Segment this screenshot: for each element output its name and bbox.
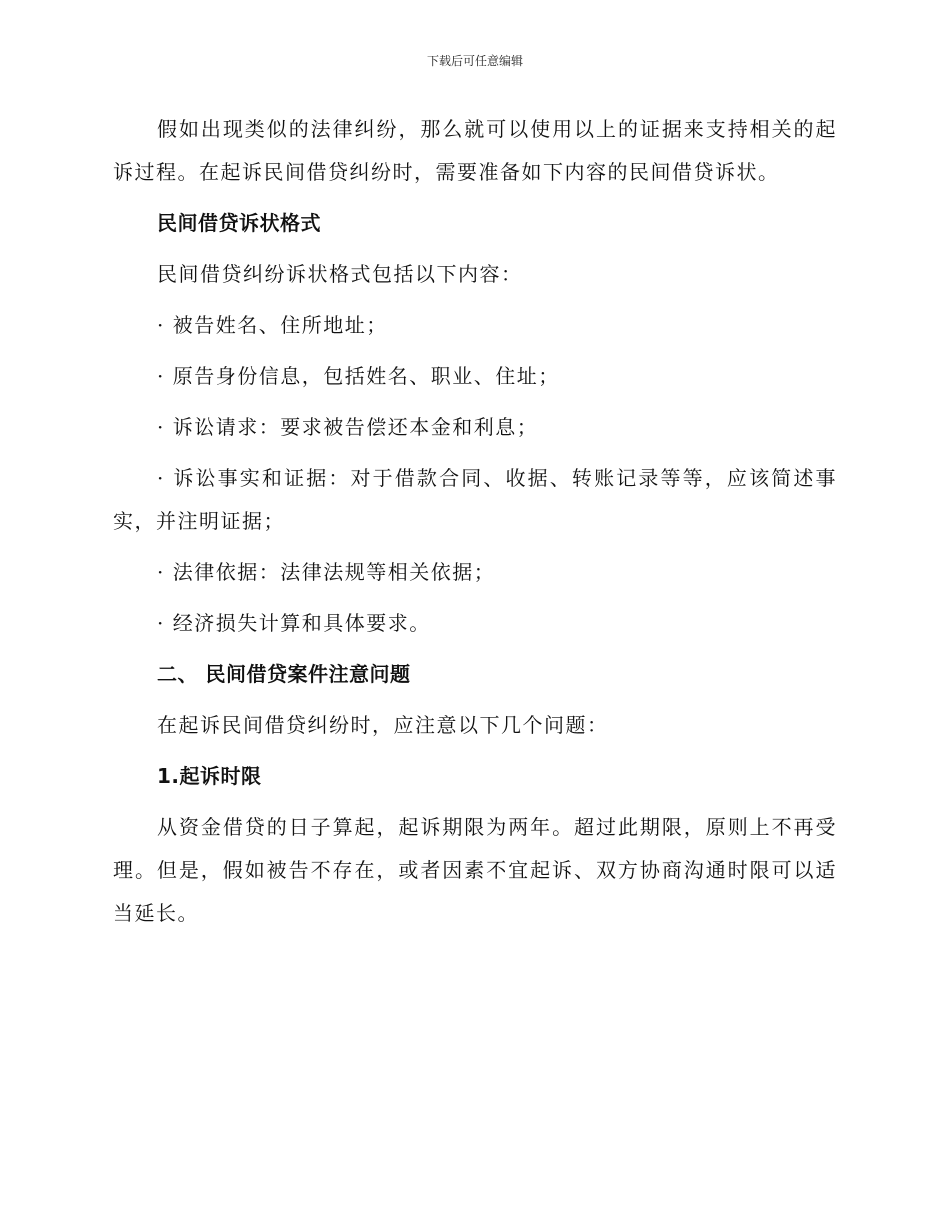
paragraph-time-limit: 从资金借贷的日子算起，起诉期限为两年。超过此期限，原则上不再受理。但是，假如被告不存在，或者因素不宜起诉、双方协商沟通时限可以适当延长。 bbox=[113, 815, 837, 925]
list-item: · 原告身份信息，包括姓名、职业、住址； bbox=[157, 364, 560, 388]
document-body bbox=[113, 108, 837, 943]
list-item: · 经济损失计算和具体要求。 bbox=[157, 611, 431, 635]
section-heading-notes: 二、 民间借贷案件注意问题 bbox=[157, 662, 411, 686]
page-header: 下载后可任意编辑 bbox=[426, 54, 523, 68]
list-item: · 被告姓名、住所地址； bbox=[157, 313, 388, 337]
paragraph-notes-intro: 在起诉民间借贷纠纷时，应注意以下几个问题： bbox=[157, 713, 609, 737]
list-item: · 法律依据：法律法规等相关依据； bbox=[157, 560, 496, 584]
list-item: · 诉讼事实和证据：对于借款合同、收据、转账记录等等，应该简述事实，并注明证据； bbox=[113, 466, 837, 533]
paragraph-format-intro: 民间借贷纠纷诉状格式包括以下内容： bbox=[157, 262, 523, 286]
paragraph-intro: 假如出现类似的法律纠纷，那么就可以使用以上的证据来支持相关的起诉过程。在起诉民间借贷纠纷时，需要准备如下内容的民间借贷诉状。 bbox=[113, 117, 837, 184]
section-heading-complaint-format: 民间借贷诉状格式 bbox=[157, 211, 321, 235]
subheading-time-limit: 1.起诉时限 bbox=[157, 764, 262, 788]
list-item: · 诉讼请求：要求被告偿还本金和利息； bbox=[157, 415, 539, 439]
